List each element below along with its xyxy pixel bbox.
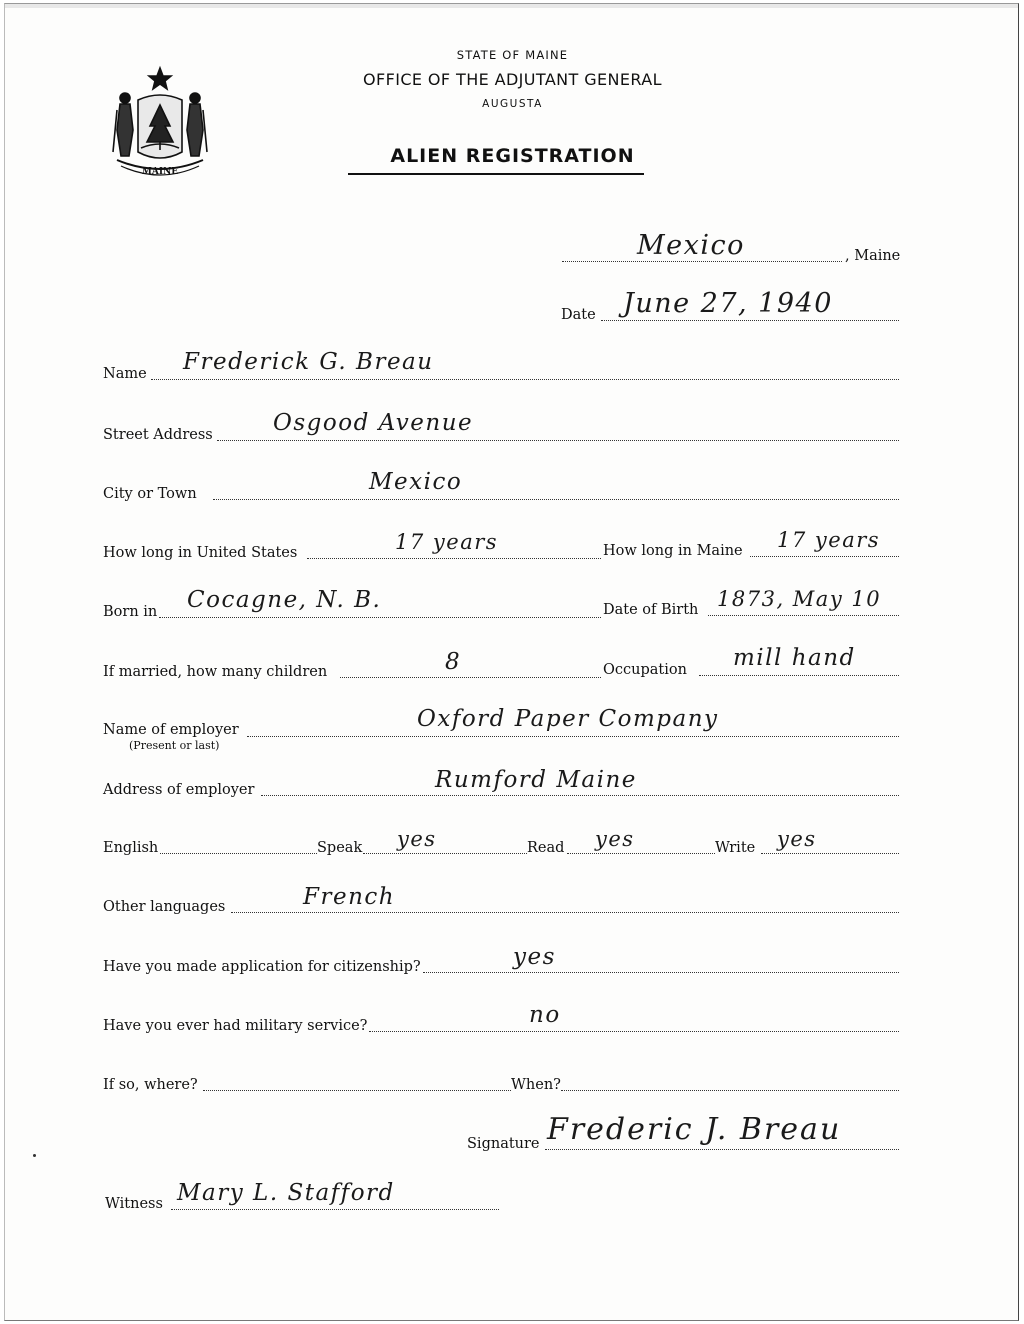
- svg-text:MAINE: MAINE: [141, 167, 179, 177]
- signature-entry: Frederic J. Breau: [547, 1112, 842, 1147]
- witness-line: [171, 1209, 499, 1210]
- date-label: Date: [561, 307, 596, 323]
- children-label: If married, how many children: [103, 664, 328, 680]
- signature-line: [545, 1149, 899, 1150]
- scan-speck: [33, 1154, 36, 1157]
- office-heading: OFFICE OF THE ADJUTANT GENERAL: [363, 70, 662, 89]
- other-languages-entry: French: [303, 884, 396, 910]
- born-in-label: Born in: [103, 604, 158, 620]
- children-line: [340, 677, 601, 678]
- speak-line: [363, 853, 527, 854]
- street-entry: Osgood Avenue: [273, 410, 474, 436]
- town-line: [562, 261, 842, 262]
- citizenship-line: [423, 972, 899, 973]
- long-us-label: How long in United States: [103, 545, 298, 561]
- witness-label: Witness: [105, 1196, 163, 1212]
- witness-entry: Mary L. Stafford: [177, 1180, 395, 1206]
- employer-address-label: Address of employer: [103, 782, 255, 798]
- read-label: Read: [527, 840, 565, 856]
- employer-label: Name of employer: [103, 722, 239, 738]
- occupation-entry: mill hand: [733, 645, 856, 671]
- when-label: When?: [511, 1077, 561, 1093]
- occupation-label: Occupation: [603, 662, 687, 678]
- long-maine-label: How long in Maine: [603, 543, 743, 559]
- dob-line: [708, 615, 899, 616]
- registration-form: [4, 3, 1019, 1321]
- citizenship-entry: yes: [513, 944, 556, 970]
- form-title: ALIEN REGISTRATION: [390, 145, 635, 167]
- long-maine-line: [750, 556, 899, 557]
- city-line: [213, 499, 899, 500]
- dob-label: Date of Birth: [603, 602, 699, 618]
- write-line: [761, 853, 899, 854]
- military-label: Have you ever had military service?: [103, 1018, 368, 1034]
- long-us-line: [307, 558, 601, 559]
- street-label: Street Address: [103, 427, 213, 443]
- read-line: [567, 853, 715, 854]
- maine-label: , Maine: [845, 248, 901, 264]
- name-entry: Frederick G. Breau: [183, 349, 434, 375]
- military-line: [369, 1031, 899, 1032]
- other-languages-label: Other languages: [103, 899, 226, 915]
- title-underline: [348, 173, 644, 175]
- other-languages-line: [231, 912, 899, 913]
- read-entry: yes: [595, 827, 635, 851]
- write-entry: yes: [777, 827, 817, 851]
- children-entry: 8: [445, 649, 462, 675]
- where-line: [203, 1090, 511, 1091]
- born-in-line: [159, 617, 601, 618]
- maine-seal-icon: [103, 60, 218, 185]
- speak-entry: yes: [397, 827, 437, 851]
- street-line: [217, 440, 899, 441]
- citizenship-label: Have you made application for citizenship?: [103, 959, 421, 975]
- long-maine-entry: 17 years: [777, 528, 881, 552]
- town-entry: Mexico: [637, 230, 745, 261]
- long-us-entry: 17 years: [395, 530, 499, 554]
- employer-line: [247, 736, 899, 737]
- scan-edge: [5, 4, 1018, 8]
- date-line: [601, 320, 899, 321]
- born-in-entry: Cocagne, N. B.: [187, 587, 382, 613]
- english-label: English: [103, 840, 159, 856]
- military-entry: no: [529, 1002, 561, 1028]
- city-entry: Mexico: [369, 469, 463, 495]
- city-label: City or Town: [103, 486, 197, 502]
- english-line: [160, 853, 317, 854]
- employer-address-line: [261, 795, 899, 796]
- dob-entry: 1873, May 10: [717, 587, 882, 611]
- name-line: [151, 379, 899, 380]
- city-heading: AUGUSTA: [482, 98, 543, 110]
- occupation-line: [699, 675, 899, 676]
- where-label: If so, where?: [103, 1077, 198, 1093]
- speak-label: Speak: [317, 840, 363, 856]
- employer-note: (Present or last): [129, 739, 220, 752]
- write-label: Write: [715, 840, 756, 856]
- when-line: [561, 1090, 899, 1091]
- name-label: Name: [103, 366, 147, 382]
- state-heading: STATE OF MAINE: [456, 48, 569, 62]
- employer-entry: Oxford Paper Company: [417, 706, 719, 732]
- signature-label: Signature: [467, 1136, 540, 1152]
- date-entry: June 27, 1940: [623, 288, 833, 319]
- employer-address-entry: Rumford Maine: [435, 767, 637, 793]
